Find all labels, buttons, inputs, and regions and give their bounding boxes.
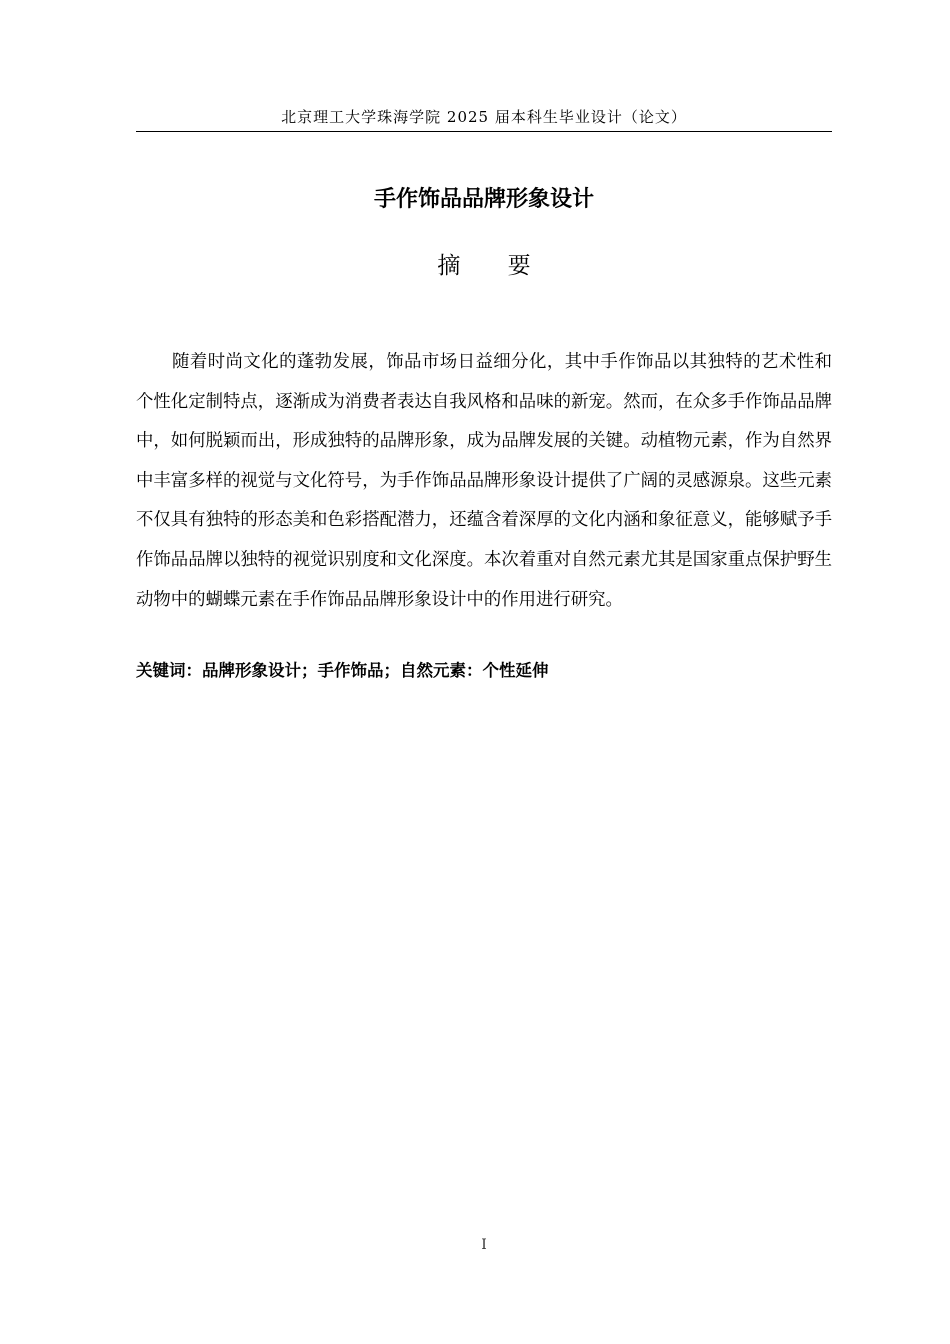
header-divider bbox=[136, 131, 832, 132]
keywords-line: 关键词：品牌形象设计；手作饰品；自然元素：个性延伸 bbox=[136, 661, 549, 680]
abstract-paragraph: 随着时尚文化的蓬勃发展，饰品市场日益细分化，其中手作饰品以其独特的艺术性和个性化定制特点，逐渐成为消费者表达自我风格和品味的新宠。然而，在众多手作饰品品牌中，如何脱颖而出，形成独特的品牌形象，成为品牌发展的关键。动植物元素，作为自然界中丰富多样的视觉与文化符号，为手作饰品品牌形象设计提供了广阔的灵感源泉。这些元素不仅具有独特的形态美和色彩搭配潜力，还蕴含着深厚的文化内涵和象征意义，能够赋予手作饰品品牌以独特的视觉识别度和文化深度。本次着重对自然元素尤其是国家重点保护野生动物中的蝴蝶元素在手作饰品品牌形象设计中的作用进行研究。 bbox=[136, 352, 832, 610]
page-number: I bbox=[481, 1237, 487, 1253]
running-header: 北京理工大学珠海学院 2025 届本科生毕业设计（论文） bbox=[281, 108, 687, 126]
abstract-heading: 摘 要 bbox=[437, 253, 551, 279]
document-title: 手作饰品品牌形象设计 bbox=[373, 187, 594, 212]
